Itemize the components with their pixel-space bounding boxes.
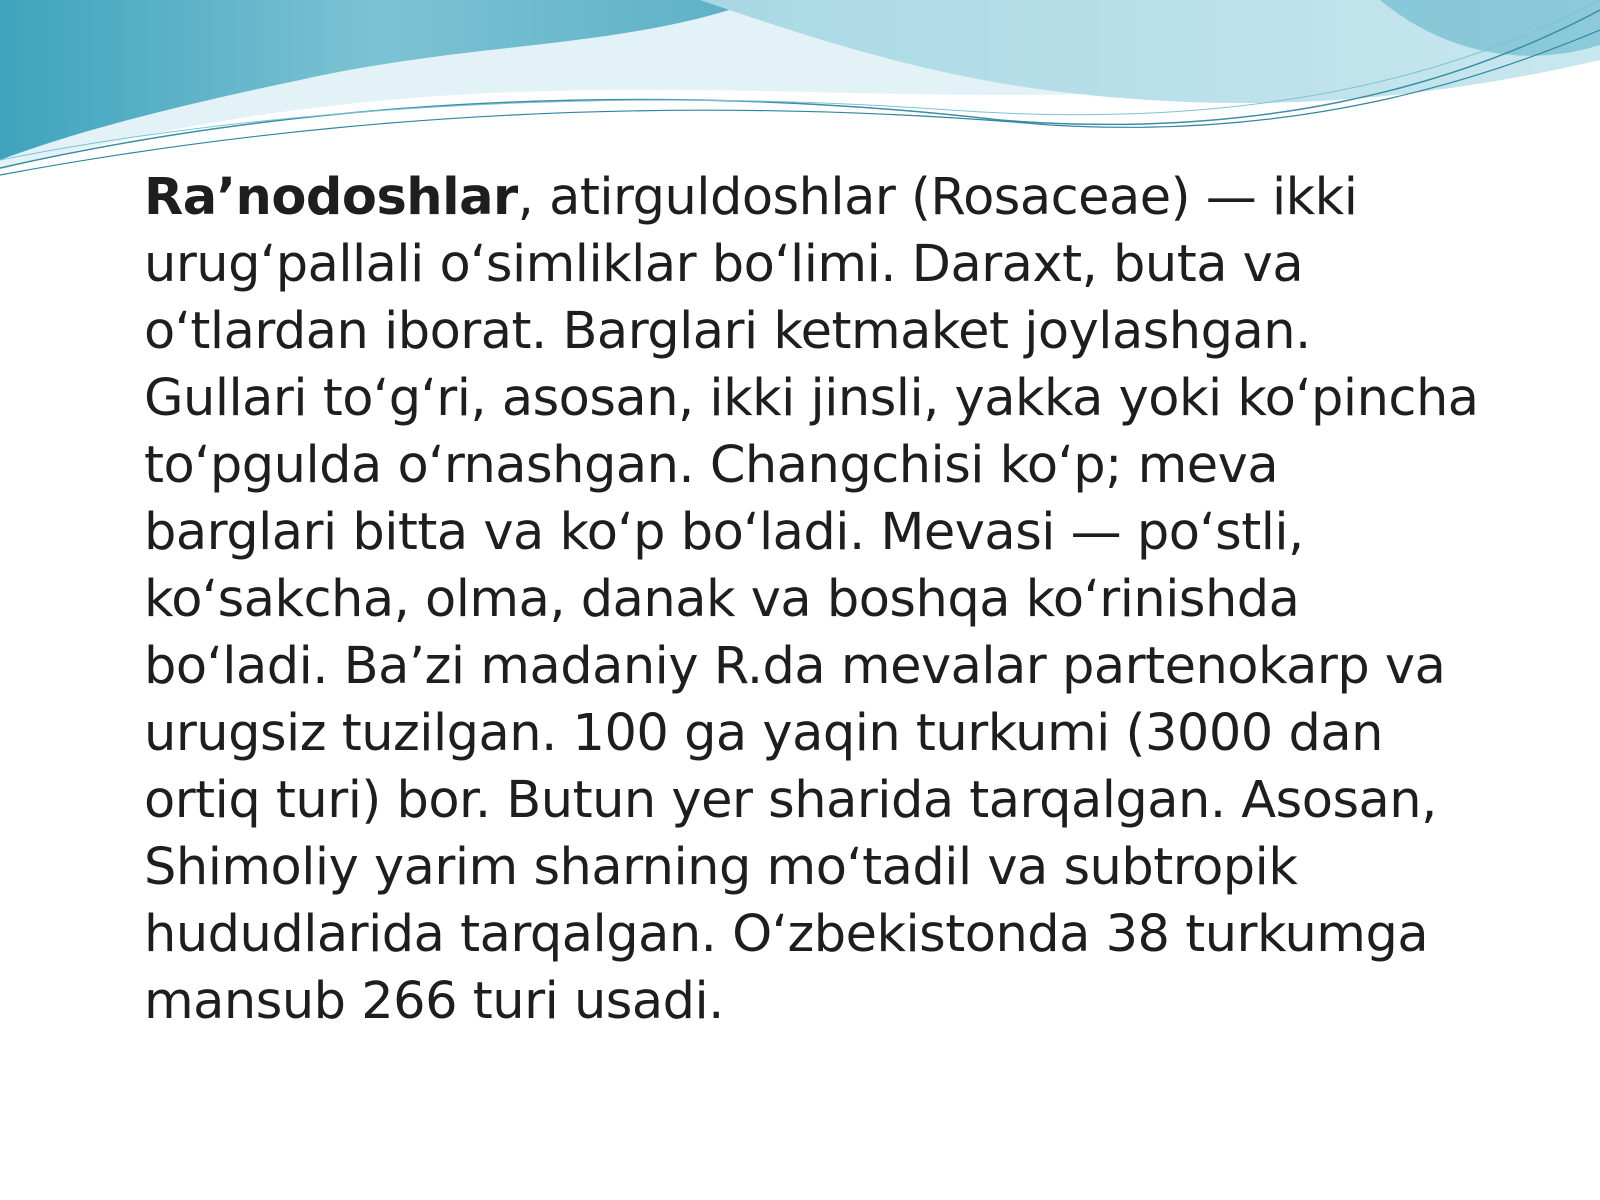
term-heading: Ra’nodoshlar [144, 168, 518, 227]
slide-body-text [144, 164, 1504, 1035]
definition-text: , atirguldoshlar (Rosaceae) — ikki urug‘pallali o‘simliklar bo‘limi. Daraxt, buta va o‘tlardan iborat. Barglari ketmaket joylashgan. Gullari to‘g‘ri, asosan, ikki jinsli, yakka yoki ko‘pincha to‘pgulda o‘rnashgan. Changchisi ko‘p; meva barglari bitta va ko‘p bo‘ladi. Mevasi — po‘stli, ko‘sakcha, olma, danak va boshqa ko‘rinishda bo‘ladi. Ba’zi madaniy R.da mevalar partenokarp va urugsiz tuzilgan. 100 ga yaqin turkumi (3000 dan ortiq turi) bor. Butun yer sharida tarqalgan. Asosan, Shimoliy yarim sharning mo‘tadil va subtropik hududlarida tarqalgan. O‘zbekistonda 38 turkumga mansub 266 turi usadi. [144, 168, 1479, 1031]
